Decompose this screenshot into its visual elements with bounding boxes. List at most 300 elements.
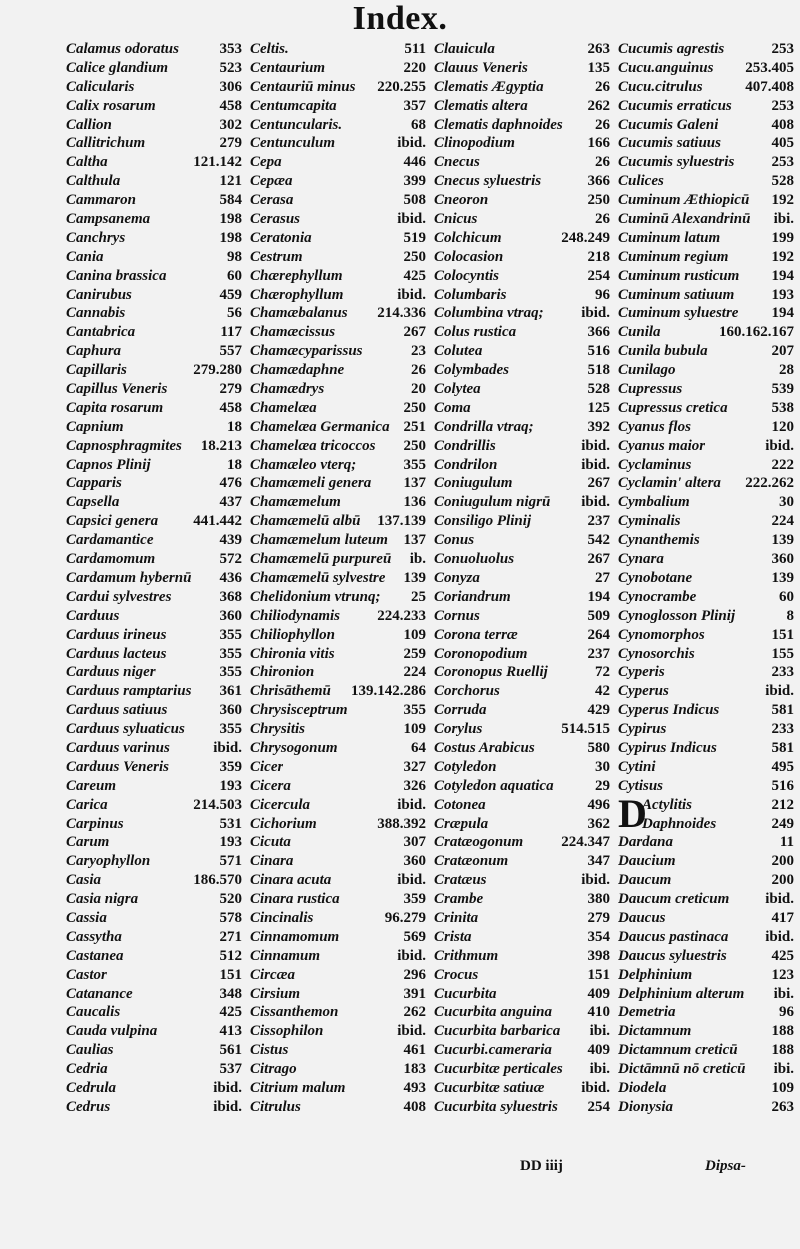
index-entry [66, 40, 242, 59]
entry-term: Chamelæa Germanica [250, 418, 390, 435]
entry-page: 355 [219, 721, 242, 738]
entry-term: Cirsium [250, 985, 301, 1002]
entry-term: Cicuta [250, 834, 291, 851]
entry-term: Corruda [434, 702, 487, 719]
index-entry [434, 97, 610, 116]
entry-term: Chamæcyparissus [250, 343, 363, 360]
index-entry [618, 531, 794, 550]
entry-page: 348 [219, 985, 242, 1002]
index-entry [66, 550, 242, 569]
entry-term: Chamædaphne [250, 362, 345, 379]
index-entry [434, 323, 610, 342]
entry-page: 354 [587, 928, 610, 945]
index-entry [434, 1003, 610, 1022]
entry-term: Castor [66, 966, 107, 983]
entry-page: 512 [219, 947, 242, 964]
entry-page: 60 [227, 267, 242, 284]
index-entry [618, 493, 794, 512]
entry-term: Cichorium [250, 815, 317, 832]
entry-page: 11 [779, 834, 794, 851]
index-entry [434, 607, 610, 626]
entry-page: 511 [404, 41, 426, 57]
index-entry [66, 59, 242, 78]
entry-page: 279 [587, 909, 610, 926]
index-entry [434, 550, 610, 569]
entry-page: 392 [587, 418, 610, 435]
entry-term: Colchicum [434, 229, 502, 246]
index-entry [66, 777, 242, 796]
entry-term: Cynoglosson Plinij [618, 607, 736, 624]
entry-page: ibid. [581, 305, 610, 322]
entry-term: Cnicus [434, 211, 478, 228]
index-entry [618, 550, 794, 569]
index-entry [618, 928, 794, 947]
index-entry [434, 248, 610, 267]
entry-page: 539 [771, 381, 794, 398]
entry-term: Cymbalium [618, 494, 690, 511]
index-entry [618, 833, 794, 852]
entry-term: Capsella [66, 494, 120, 511]
index-entry [618, 342, 794, 361]
entry-term: Cyminalis [618, 513, 681, 530]
entry-page: 391 [403, 985, 426, 1002]
index-entry [618, 607, 794, 626]
entry-term: Chrysitis [250, 721, 306, 738]
entry-term: Crithmum [434, 947, 499, 964]
entry-page: 398 [587, 947, 610, 964]
entry-term: Cinnamum [250, 947, 321, 964]
entry-term: Coniugulum nigrū [434, 494, 551, 511]
signature-mark: DD iiij [520, 1158, 563, 1174]
index-entry [250, 361, 426, 380]
entry-term: Careum [66, 777, 117, 794]
entry-page: 192 [771, 192, 794, 209]
entry-term: Cistus [250, 1042, 289, 1059]
entry-page: 569 [403, 928, 426, 945]
entry-term: Cuminum regium [618, 248, 729, 265]
entry-page: 117 [220, 324, 242, 341]
index-column-1 [66, 40, 242, 1170]
entry-page: 263 [771, 1098, 794, 1115]
entry-term: Cucumis erraticus [618, 97, 732, 114]
entry-page: ibid. [581, 1079, 610, 1096]
entry-page: 139 [771, 532, 794, 549]
entry-term: Cardamum hybernū [66, 569, 192, 586]
entry-term: Cucu.citrulus [618, 78, 703, 95]
index-entry [250, 739, 426, 758]
entry-page: 523 [219, 59, 242, 76]
index-entry [618, 645, 794, 664]
entry-term: Cratæus [434, 872, 487, 889]
index-entry [642, 796, 794, 815]
entry-term: Cucurbita anguina [434, 1004, 552, 1021]
entry-term: Clematis altera [434, 97, 528, 114]
entry-term: Culices [618, 173, 664, 190]
entry-page: 417 [771, 909, 794, 926]
entry-page: 509 [587, 607, 610, 624]
entry-term: Chærophyllum [250, 286, 344, 303]
index-entry [434, 286, 610, 305]
entry-term: Cunila [618, 324, 661, 341]
entry-term: Condrillis [434, 437, 496, 454]
index-entry [250, 1041, 426, 1060]
entry-term: Chrysisceptrum [250, 702, 348, 719]
entry-page: 27 [595, 569, 610, 586]
index-entry [66, 739, 242, 758]
index-entry [618, 569, 794, 588]
index-entry [66, 1041, 242, 1060]
entry-term: Carum [66, 834, 110, 851]
entry-page: 222.262 [745, 475, 794, 492]
entry-page: 458 [219, 399, 242, 416]
entry-term: Cucurbita syluestris [434, 1098, 558, 1115]
entry-term: Delphinium alterum [618, 985, 745, 1002]
index-entry [618, 267, 794, 286]
index-entry [250, 890, 426, 909]
index-entry [66, 531, 242, 550]
entry-page: 296 [403, 966, 426, 983]
entry-term: Cucurbi.cameraria [434, 1042, 552, 1059]
index-entry [434, 40, 610, 59]
entry-page: 361 [219, 683, 242, 700]
index-entry [434, 531, 610, 550]
entry-page: 188 [771, 1042, 794, 1059]
entry-term: Chamæmeli genera [250, 475, 372, 492]
index-entry [618, 626, 794, 645]
index-entry [250, 663, 426, 682]
entry-term: Conyza [434, 569, 480, 586]
entry-page: 408 [771, 116, 794, 133]
index-entry [66, 191, 242, 210]
index-entry [250, 588, 426, 607]
entry-page: ibid. [213, 1079, 242, 1096]
entry-term: Cassytha [66, 928, 122, 945]
index-entry [250, 531, 426, 550]
entry-page: 476 [219, 475, 242, 492]
entry-term: Cneoron [434, 192, 489, 209]
entry-page: 200 [771, 853, 794, 870]
entry-term: Cannabis [66, 305, 126, 322]
index-entry [618, 456, 794, 475]
entry-term: Campsanema [66, 211, 151, 228]
index-entry [66, 701, 242, 720]
entry-page: 18 [227, 418, 242, 435]
index-entry [66, 399, 242, 418]
index-entry [66, 248, 242, 267]
entry-term: Condrilon [434, 456, 498, 473]
entry-page: 528 [587, 381, 610, 398]
index-entry [434, 342, 610, 361]
entry-term: Chamæbalanus [250, 305, 348, 322]
index-entry [434, 796, 610, 815]
entry-page: 214.336 [377, 305, 426, 322]
entry-term: Corchorus [434, 683, 500, 700]
entry-page: 237 [587, 513, 610, 530]
index-entry [250, 758, 426, 777]
entry-page: 56 [227, 305, 242, 322]
index-entry [434, 134, 610, 153]
index-entry [434, 966, 610, 985]
entry-page: ibid. [397, 872, 426, 889]
entry-term: Canchrys [66, 229, 126, 246]
entry-page: 198 [219, 229, 242, 246]
entry-page: 26 [595, 211, 610, 228]
entry-page: ibi. [589, 1061, 610, 1078]
entry-term: Cyperus [618, 683, 669, 700]
entry-term: Cyanus flos [618, 418, 691, 435]
entry-page: 347 [587, 853, 610, 870]
entry-page: 123 [771, 966, 794, 983]
entry-page: 26 [595, 154, 610, 171]
index-entry [434, 1022, 610, 1041]
index-entry [66, 682, 242, 701]
entry-term: Cicercula [250, 796, 310, 813]
entry-page: 139 [771, 569, 794, 586]
entry-term: Cestrum [250, 248, 303, 265]
index-entry [434, 890, 610, 909]
index-entry [618, 890, 794, 909]
entry-page: 459 [219, 286, 242, 303]
entry-term: Coronopus Ruellij [434, 664, 548, 681]
entry-page: 264 [587, 626, 610, 643]
entry-term: Dardana [618, 834, 674, 851]
entry-page: 409 [587, 985, 610, 1002]
entry-term: Cinara acuta [250, 872, 332, 889]
entry-page: 516 [771, 777, 794, 794]
entry-term: Cratæonum [434, 853, 509, 870]
entry-page: 224 [771, 513, 794, 530]
entry-term: Columbina vtraq; [434, 305, 544, 322]
index-entry [618, 682, 794, 701]
entry-page: 493 [403, 1079, 426, 1096]
entry-term: Conuoluolus [434, 551, 515, 568]
entry-page: ibid. [397, 947, 426, 964]
entry-page: 253 [771, 97, 794, 114]
entry-page: 407.408 [745, 78, 794, 95]
entry-page: 518 [587, 362, 610, 379]
entry-page: 425 [771, 947, 794, 964]
index-entry [66, 304, 242, 323]
entry-page: 139 [403, 569, 426, 586]
entry-term: Carpinus [66, 815, 124, 832]
entry-page: ibid. [397, 1023, 426, 1040]
entry-term: Cucurbita [434, 985, 497, 1002]
index-entry [618, 40, 794, 59]
entry-page: 542 [587, 532, 610, 549]
entry-page: 254 [587, 267, 610, 284]
entry-page: 194 [771, 305, 794, 322]
index-entry [250, 815, 426, 834]
entry-term: Cucumis satiuus [618, 135, 721, 152]
index-entry [618, 1098, 794, 1117]
index-entry [250, 40, 426, 59]
index-entry [250, 682, 426, 701]
entry-term: Circæa [250, 966, 295, 983]
entry-term: Canirubus [66, 286, 132, 303]
entry-term: Cania [66, 248, 104, 265]
index-entry [66, 267, 242, 286]
index-entry [250, 512, 426, 531]
index-entry [618, 1041, 794, 1060]
entry-term: Cauda vulpina [66, 1023, 158, 1040]
index-entry [434, 437, 610, 456]
entry-page: 520 [219, 891, 242, 908]
entry-term: Cucurbita barbarica [434, 1023, 561, 1040]
index-entry [434, 493, 610, 512]
entry-term: Calamus odoratus [66, 41, 179, 57]
index-entry [250, 852, 426, 871]
entry-page: 28 [779, 362, 794, 379]
entry-term: Casia [66, 872, 102, 889]
entry-page: 42 [595, 683, 610, 700]
entry-term: Clinopodium [434, 135, 515, 152]
entry-term: Caryophyllon [66, 853, 151, 870]
entry-page: ibi. [589, 1023, 610, 1040]
entry-page: 399 [403, 173, 426, 190]
index-entry [250, 399, 426, 418]
index-entry [66, 78, 242, 97]
entry-page: 220.255 [377, 78, 426, 95]
entry-term: Cynocrambe [618, 588, 697, 605]
entry-term: Cardui sylvestres [66, 588, 172, 605]
index-entry [434, 815, 610, 834]
page-title: Index. [352, 0, 448, 37]
entry-page: 151 [219, 966, 242, 983]
entry-term: Chamæmelum luteum [250, 532, 388, 549]
entry-page: 366 [587, 173, 610, 190]
entry-page: 250 [403, 399, 426, 416]
entry-page: 109 [403, 626, 426, 643]
entry-page: 121 [219, 173, 242, 190]
entry-page: 410 [587, 1004, 610, 1021]
entry-term: Conus [434, 532, 475, 549]
entry-page: 137 [403, 475, 426, 492]
entry-page: 437 [219, 494, 242, 511]
entry-term: Chrisāthemū [250, 683, 331, 700]
entry-term: Capita rosarum [66, 399, 164, 416]
index-column-4 [618, 40, 794, 1170]
catchword: Dipsa- [705, 1158, 746, 1174]
entry-page: 125 [587, 399, 610, 416]
entry-page: 207 [771, 343, 794, 360]
entry-page: 155 [771, 645, 794, 662]
index-entry [250, 1098, 426, 1117]
index-entry [434, 985, 610, 1004]
entry-page: 580 [587, 739, 610, 756]
entry-page: 262 [587, 97, 610, 114]
index-entry [434, 380, 610, 399]
entry-page: 306 [219, 78, 242, 95]
entry-page: ibi. [773, 985, 794, 1002]
entry-page: 436 [219, 569, 242, 586]
index-entry [66, 418, 242, 437]
entry-page: 23 [411, 343, 426, 360]
entry-term: Citrium malum [250, 1079, 346, 1096]
entry-term: Cypirus [618, 721, 667, 738]
entry-term: Cotyledon aquatica [434, 777, 554, 794]
entry-term: Centumcapita [250, 97, 337, 114]
entry-term: Cytini [618, 758, 656, 775]
index-entry [618, 418, 794, 437]
index-entry [434, 1041, 610, 1060]
entry-term: Cuminum syluestre [618, 305, 739, 322]
index-entry [434, 399, 610, 418]
entry-page: 279.280 [193, 362, 242, 379]
index-entry [66, 342, 242, 361]
index-entry [434, 909, 610, 928]
index-entry [618, 380, 794, 399]
entry-page: 160.162.167 [719, 324, 794, 341]
index-entry [66, 456, 242, 475]
index-entry [618, 512, 794, 531]
index-entry [618, 304, 794, 323]
index-entry [618, 909, 794, 928]
entry-page: 409 [587, 1042, 610, 1059]
index-entry [250, 966, 426, 985]
entry-page: 584 [219, 192, 242, 209]
entry-page: 355 [403, 702, 426, 719]
entry-term: Coriandrum [434, 588, 511, 605]
index-entry [66, 1060, 242, 1079]
entry-term: Celtis. [250, 41, 289, 57]
index-entry [618, 59, 794, 78]
entry-page: 109 [771, 1080, 794, 1096]
page-footer [0, 1158, 800, 1178]
entry-page: 96.279 [384, 909, 426, 926]
index-entry [618, 1022, 794, 1041]
entry-page: ibid. [213, 1098, 242, 1115]
entry-term: Capillus Veneris [66, 381, 168, 398]
entry-term: Cinara rustica [250, 891, 340, 908]
entry-page: 267 [403, 324, 426, 341]
index-entry [250, 97, 426, 116]
entry-page: 199 [771, 229, 794, 246]
entry-page: ibid. [397, 286, 426, 303]
entry-term: Calice glandium [66, 59, 169, 76]
entry-page: 109 [403, 721, 426, 738]
entry-page: 183 [403, 1061, 426, 1078]
entry-page: 254 [587, 1098, 610, 1115]
entry-term: Carica [66, 796, 108, 813]
index-entry [66, 626, 242, 645]
entry-term: Cynosorchis [618, 645, 695, 662]
entry-term: Cynanthemis [618, 532, 700, 549]
index-entry [618, 1003, 794, 1022]
index-entry [618, 474, 794, 493]
entry-page: 357 [403, 97, 426, 114]
index-entry [434, 191, 610, 210]
entry-page: 224.347 [561, 834, 610, 851]
index-columns [66, 40, 794, 1170]
entry-term: Carduus Veneris [66, 758, 169, 775]
index-entry [618, 739, 794, 758]
index-entry [250, 59, 426, 78]
entry-term: Capsici genera [66, 513, 159, 530]
index-entry [618, 229, 794, 248]
entry-page: 359 [219, 758, 242, 775]
entry-term: Ceratonia [250, 229, 312, 246]
index-entry [250, 153, 426, 172]
index-entry [66, 97, 242, 116]
entry-term: Actylitis [642, 796, 692, 813]
entry-page: 137 [403, 532, 426, 549]
index-entry [66, 758, 242, 777]
entry-term: Demetria [618, 1004, 676, 1021]
entry-term: Daucum creticum [618, 891, 730, 908]
entry-page: ibid. [765, 891, 794, 908]
entry-page: ibid. [213, 739, 242, 756]
entry-page: ibi. [773, 1061, 794, 1078]
